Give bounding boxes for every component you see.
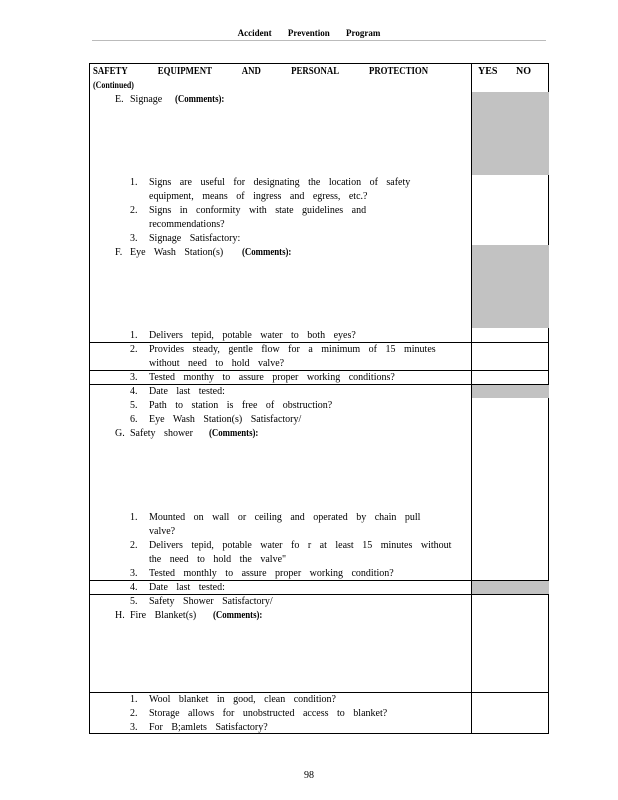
item-text: Signage Satisfactory: bbox=[149, 233, 241, 244]
item-number: 6. bbox=[130, 414, 138, 425]
item-number: 1. bbox=[130, 177, 138, 188]
item-number: 2. bbox=[130, 205, 138, 216]
item-text: Eye Wash Station(s) Satisfactory/ bbox=[149, 414, 302, 425]
item-number: 3. bbox=[130, 722, 138, 733]
item-text: Date last tested: bbox=[149, 386, 225, 397]
item-text: without need to hold valve? bbox=[149, 358, 285, 369]
section-label-signage: Signage bbox=[130, 94, 163, 105]
section-letter: H. bbox=[115, 610, 125, 621]
comments-label: (Comments): bbox=[242, 247, 292, 258]
item-text: Path to station is free of obstruction? bbox=[149, 400, 333, 411]
item-text: Provides steady, gentle flow for a minimum of 15 minutes bbox=[149, 344, 436, 355]
row-rule bbox=[89, 594, 549, 595]
header-rule bbox=[92, 40, 546, 41]
no-column-header: NO bbox=[516, 66, 531, 77]
comments-label: (Comments): bbox=[209, 428, 259, 439]
shaded-cell-signage bbox=[472, 92, 549, 175]
row-rule bbox=[89, 384, 549, 385]
section-label-shower: Safety shower bbox=[130, 428, 193, 439]
item-text: Wool blanket in good, clean condition? bbox=[149, 694, 336, 705]
item-text: Delivers tepid, potable water to both eyes? bbox=[149, 330, 356, 341]
section-label-eyewash: Eye Wash Station(s) bbox=[130, 247, 224, 258]
item-number: 2. bbox=[130, 540, 138, 551]
item-text: equipment, means of ingress and egress, etc.? bbox=[149, 191, 368, 202]
section-letter: F. bbox=[115, 247, 123, 258]
continued-label: (Continued) bbox=[93, 80, 134, 90]
item-number: 3. bbox=[130, 372, 138, 383]
yes-column-header: YES bbox=[478, 66, 498, 77]
item-number: 1. bbox=[130, 512, 138, 523]
item-number: 3. bbox=[130, 233, 138, 244]
item-text: recommendations? bbox=[149, 219, 225, 230]
row-rule bbox=[89, 342, 549, 343]
item-number: 3. bbox=[130, 568, 138, 579]
item-text: Tested monthly to assure proper working condition? bbox=[149, 568, 394, 579]
item-number: 5. bbox=[130, 596, 138, 607]
item-text: Date last tested: bbox=[149, 582, 225, 593]
item-number: 1. bbox=[130, 330, 138, 341]
item-text: Mounted on wall or ceiling and operated by chain pull bbox=[149, 512, 421, 523]
shaded-cell-shower-date bbox=[472, 581, 549, 594]
row-rule bbox=[89, 580, 549, 581]
item-number: 5. bbox=[130, 400, 138, 411]
item-text: Delivers tepid, potable water fo r at least 15 minutes without bbox=[149, 540, 452, 551]
section-letter: E. bbox=[115, 94, 124, 105]
shaded-cell-eyewash-date bbox=[472, 384, 549, 398]
item-text: Storage allows for unobstructed access to blanket? bbox=[149, 708, 388, 719]
item-number: 2. bbox=[130, 708, 138, 719]
comments-label: (Comments): bbox=[213, 610, 263, 621]
item-number: 2. bbox=[130, 344, 138, 355]
row-rule bbox=[89, 370, 549, 371]
section-letter: G. bbox=[115, 428, 125, 439]
running-header: Accident Prevention Program bbox=[237, 28, 381, 38]
item-number: 4. bbox=[130, 582, 138, 593]
item-text: valve? bbox=[149, 526, 176, 537]
item-number: 4. bbox=[130, 386, 138, 397]
item-text: Tested monthy to assure proper working conditions? bbox=[149, 372, 395, 383]
item-text: the need to hold the valve" bbox=[149, 554, 287, 565]
item-number: 1. bbox=[130, 694, 138, 705]
shaded-cell-eyewash bbox=[472, 245, 549, 328]
item-text: Signs are useful for designating the location of safety bbox=[149, 177, 411, 188]
row-rule bbox=[89, 692, 549, 693]
item-text: For B;amlets Satisfactory? bbox=[149, 722, 268, 733]
comments-label: (Comments): bbox=[175, 94, 225, 105]
item-text: Safety Shower Satisfactory/ bbox=[149, 596, 273, 607]
section-title: SAFETY EQUIPMENT AND PERSONAL PROTECTION bbox=[93, 66, 429, 77]
section-label-fire-blanket: Fire Blanket(s) bbox=[130, 610, 197, 621]
item-text: Signs in conformity with state guidelines and bbox=[149, 205, 367, 216]
page-number: 98 bbox=[304, 770, 314, 781]
